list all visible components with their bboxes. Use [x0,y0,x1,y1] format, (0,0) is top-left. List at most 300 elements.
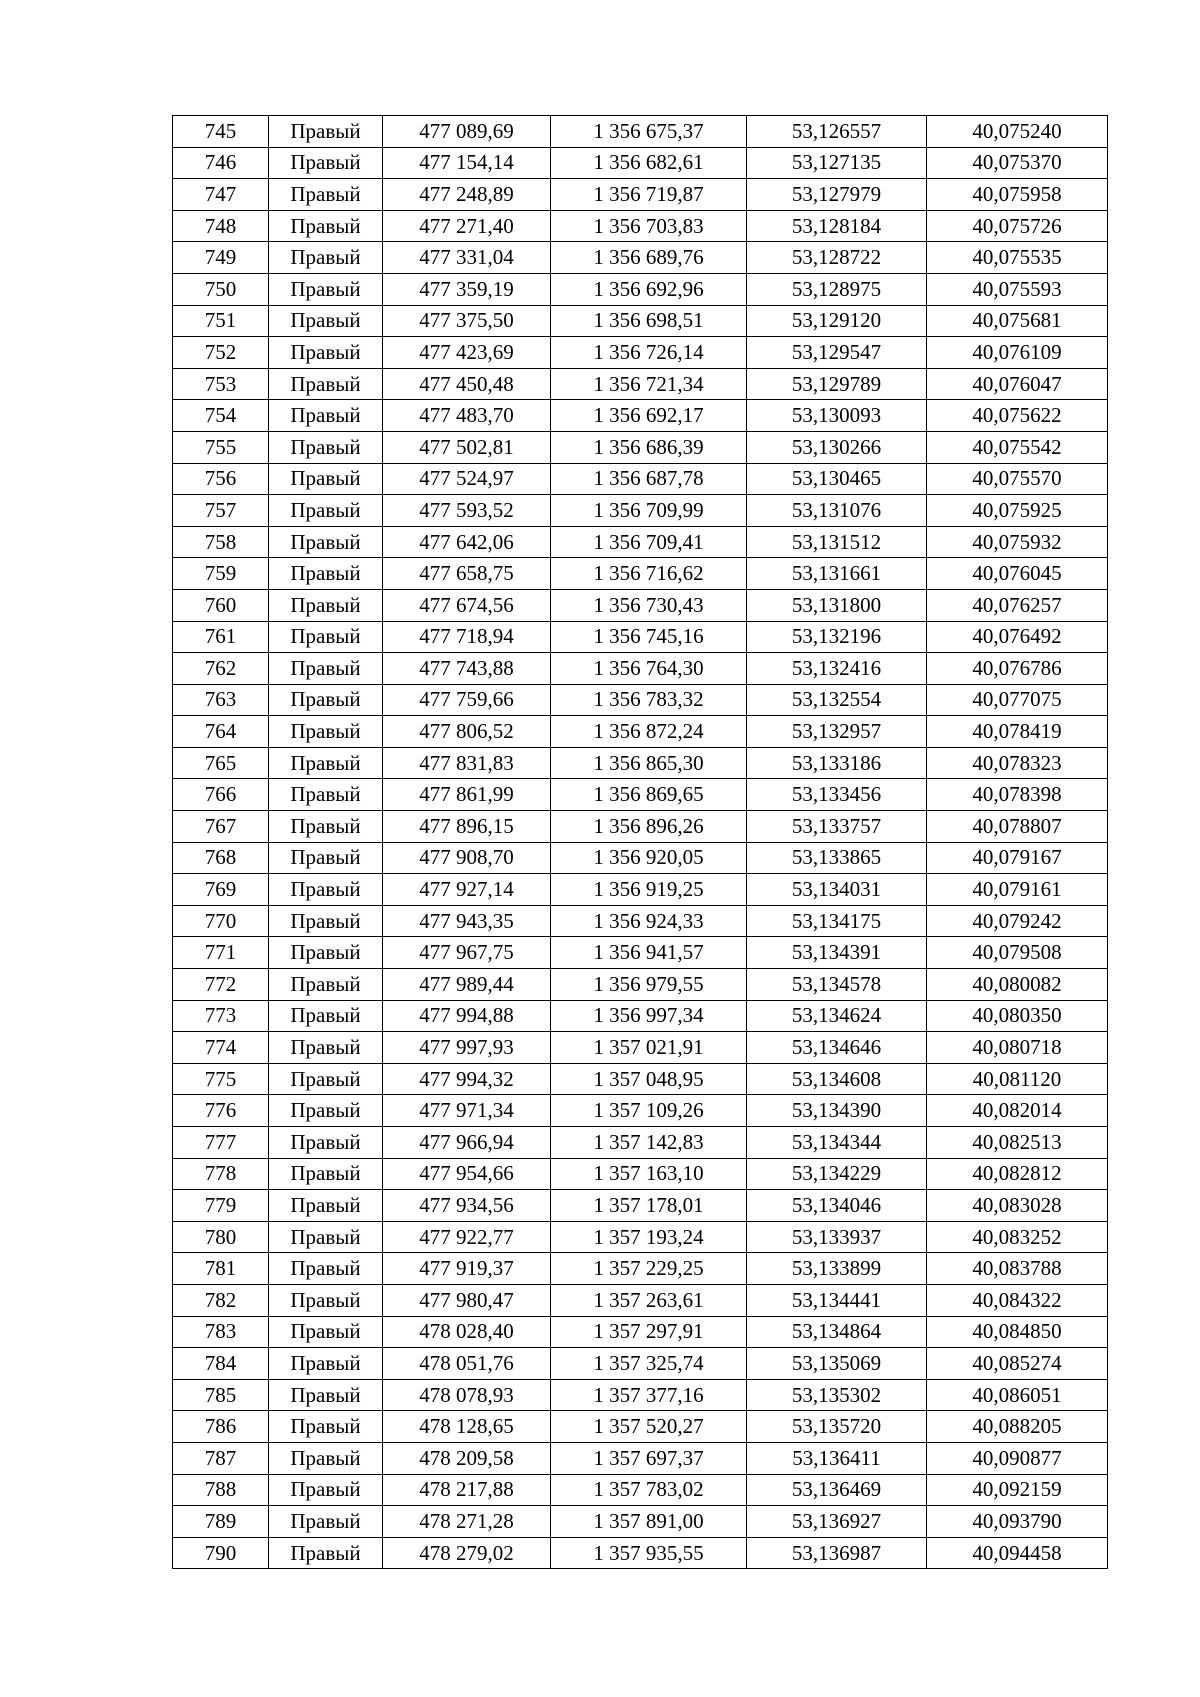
cell-y-coordinate: 1 356 872,24 [551,716,747,748]
cell-side: Правый [269,1063,383,1095]
cell-longitude: 40,093790 [927,1506,1108,1538]
cell-x-coordinate: 478 209,58 [383,1442,551,1474]
cell-x-coordinate: 477 502,81 [383,431,551,463]
cell-longitude: 40,078323 [927,747,1108,779]
table-row [173,337,1108,369]
cell-latitude: 53,132957 [747,716,927,748]
cell-longitude: 40,076786 [927,653,1108,685]
cell-y-coordinate: 1 356 716,62 [551,558,747,590]
cell-latitude: 53,126557 [747,116,927,148]
cell-point-number: 762 [173,653,269,685]
table-row [173,1411,1108,1443]
cell-x-coordinate: 477 954,66 [383,1158,551,1190]
cell-side: Правый [269,179,383,211]
cell-longitude: 40,088205 [927,1411,1108,1443]
cell-y-coordinate: 1 356 865,30 [551,747,747,779]
cell-latitude: 53,132416 [747,653,927,685]
cell-longitude: 40,078807 [927,811,1108,843]
cell-longitude: 40,075535 [927,242,1108,274]
table-row [173,1442,1108,1474]
cell-side: Правый [269,273,383,305]
cell-longitude: 40,082513 [927,1127,1108,1159]
table-row [173,1316,1108,1348]
cell-latitude: 53,127135 [747,147,927,179]
cell-side: Правый [269,779,383,811]
cell-side: Правый [269,1411,383,1443]
cell-point-number: 780 [173,1221,269,1253]
cell-x-coordinate: 477 154,14 [383,147,551,179]
cell-longitude: 40,075570 [927,463,1108,495]
cell-longitude: 40,092159 [927,1474,1108,1506]
cell-latitude: 53,129789 [747,368,927,400]
table-row [173,179,1108,211]
cell-side: Правый [269,1158,383,1190]
table-row [173,1158,1108,1190]
cell-latitude: 53,130266 [747,431,927,463]
cell-latitude: 53,131512 [747,526,927,558]
cell-longitude: 40,076047 [927,368,1108,400]
table-row [173,653,1108,685]
cell-longitude: 40,075370 [927,147,1108,179]
cell-latitude: 53,135069 [747,1348,927,1380]
table-row [173,147,1108,179]
table-row [173,1506,1108,1538]
cell-latitude: 53,129547 [747,337,927,369]
cell-latitude: 53,132196 [747,621,927,653]
cell-longitude: 40,084322 [927,1284,1108,1316]
cell-x-coordinate: 478 128,65 [383,1411,551,1443]
cell-x-coordinate: 477 966,94 [383,1127,551,1159]
cell-longitude: 40,079161 [927,874,1108,906]
cell-point-number: 779 [173,1190,269,1222]
cell-y-coordinate: 1 356 979,55 [551,969,747,1001]
cell-latitude: 53,134441 [747,1284,927,1316]
cell-longitude: 40,083252 [927,1221,1108,1253]
table-row [173,558,1108,590]
cell-latitude: 53,132554 [747,684,927,716]
cell-x-coordinate: 477 896,15 [383,811,551,843]
cell-x-coordinate: 477 994,32 [383,1063,551,1095]
cell-side: Правый [269,1474,383,1506]
cell-side: Правый [269,874,383,906]
table-row [173,305,1108,337]
cell-point-number: 751 [173,305,269,337]
cell-y-coordinate: 1 356 689,76 [551,242,747,274]
cell-x-coordinate: 477 971,34 [383,1095,551,1127]
cell-latitude: 53,129120 [747,305,927,337]
cell-longitude: 40,077075 [927,684,1108,716]
cell-point-number: 763 [173,684,269,716]
table-row [173,1284,1108,1316]
table-row [173,937,1108,969]
cell-side: Правый [269,305,383,337]
cell-y-coordinate: 1 357 697,37 [551,1442,747,1474]
cell-y-coordinate: 1 356 719,87 [551,179,747,211]
cell-latitude: 53,136469 [747,1474,927,1506]
cell-y-coordinate: 1 357 783,02 [551,1474,747,1506]
cell-point-number: 786 [173,1411,269,1443]
cell-side: Правый [269,242,383,274]
cell-point-number: 768 [173,842,269,874]
cell-point-number: 759 [173,558,269,590]
cell-y-coordinate: 1 356 745,16 [551,621,747,653]
cell-side: Правый [269,1127,383,1159]
cell-longitude: 40,080718 [927,1032,1108,1064]
cell-x-coordinate: 478 271,28 [383,1506,551,1538]
table-row [173,1537,1108,1569]
cell-longitude: 40,083788 [927,1253,1108,1285]
cell-longitude: 40,075681 [927,305,1108,337]
cell-point-number: 745 [173,116,269,148]
cell-y-coordinate: 1 357 263,61 [551,1284,747,1316]
cell-point-number: 770 [173,905,269,937]
cell-point-number: 783 [173,1316,269,1348]
cell-latitude: 53,128722 [747,242,927,274]
cell-longitude: 40,083028 [927,1190,1108,1222]
cell-longitude: 40,082014 [927,1095,1108,1127]
cell-point-number: 767 [173,811,269,843]
cell-latitude: 53,134646 [747,1032,927,1064]
table-row [173,811,1108,843]
cell-longitude: 40,086051 [927,1379,1108,1411]
cell-y-coordinate: 1 357 520,27 [551,1411,747,1443]
cell-longitude: 40,079242 [927,905,1108,937]
cell-x-coordinate: 477 743,88 [383,653,551,685]
cell-x-coordinate: 478 279,02 [383,1537,551,1569]
cell-latitude: 53,134390 [747,1095,927,1127]
cell-x-coordinate: 477 271,40 [383,210,551,242]
coordinates-table [172,115,1108,1569]
cell-longitude: 40,076257 [927,589,1108,621]
cell-point-number: 777 [173,1127,269,1159]
cell-x-coordinate: 477 967,75 [383,937,551,969]
cell-latitude: 53,134578 [747,969,927,1001]
cell-latitude: 53,127979 [747,179,927,211]
cell-x-coordinate: 477 980,47 [383,1284,551,1316]
cell-x-coordinate: 477 483,70 [383,400,551,432]
cell-x-coordinate: 477 989,44 [383,969,551,1001]
cell-y-coordinate: 1 356 692,96 [551,273,747,305]
cell-x-coordinate: 477 922,77 [383,1221,551,1253]
cell-y-coordinate: 1 356 698,51 [551,305,747,337]
cell-y-coordinate: 1 357 377,16 [551,1379,747,1411]
cell-longitude: 40,075958 [927,179,1108,211]
cell-y-coordinate: 1 357 021,91 [551,1032,747,1064]
table-row [173,273,1108,305]
cell-y-coordinate: 1 357 229,25 [551,1253,747,1285]
cell-longitude: 40,090877 [927,1442,1108,1474]
cell-x-coordinate: 477 674,56 [383,589,551,621]
cell-point-number: 755 [173,431,269,463]
cell-side: Правый [269,1095,383,1127]
cell-side: Правый [269,716,383,748]
cell-y-coordinate: 1 356 709,41 [551,526,747,558]
cell-latitude: 53,134608 [747,1063,927,1095]
cell-latitude: 53,131076 [747,495,927,527]
cell-y-coordinate: 1 356 783,32 [551,684,747,716]
cell-side: Правый [269,1442,383,1474]
cell-y-coordinate: 1 357 163,10 [551,1158,747,1190]
cell-y-coordinate: 1 356 869,65 [551,779,747,811]
cell-latitude: 53,134391 [747,937,927,969]
cell-latitude: 53,135720 [747,1411,927,1443]
cell-side: Правый [269,431,383,463]
cell-longitude: 40,076045 [927,558,1108,590]
cell-side: Правый [269,747,383,779]
cell-point-number: 752 [173,337,269,369]
cell-side: Правый [269,1537,383,1569]
cell-side: Правый [269,621,383,653]
cell-longitude: 40,076492 [927,621,1108,653]
cell-point-number: 776 [173,1095,269,1127]
cell-y-coordinate: 1 356 920,05 [551,842,747,874]
table-row [173,431,1108,463]
cell-latitude: 53,134864 [747,1316,927,1348]
cell-side: Правый [269,210,383,242]
cell-x-coordinate: 477 593,52 [383,495,551,527]
cell-latitude: 53,133757 [747,811,927,843]
cell-y-coordinate: 1 356 764,30 [551,653,747,685]
table-row [173,1127,1108,1159]
cell-y-coordinate: 1 356 709,99 [551,495,747,527]
cell-x-coordinate: 477 997,93 [383,1032,551,1064]
cell-point-number: 746 [173,147,269,179]
cell-side: Правый [269,526,383,558]
cell-side: Правый [269,1379,383,1411]
cell-longitude: 40,082812 [927,1158,1108,1190]
table-row [173,1032,1108,1064]
cell-y-coordinate: 1 357 193,24 [551,1221,747,1253]
cell-x-coordinate: 477 718,94 [383,621,551,653]
table-row [173,779,1108,811]
cell-point-number: 769 [173,874,269,906]
cell-longitude: 40,075593 [927,273,1108,305]
cell-side: Правый [269,463,383,495]
cell-point-number: 766 [173,779,269,811]
cell-y-coordinate: 1 357 891,00 [551,1506,747,1538]
cell-side: Правый [269,368,383,400]
cell-x-coordinate: 477 831,83 [383,747,551,779]
cell-point-number: 787 [173,1442,269,1474]
cell-side: Правый [269,905,383,937]
table-row [173,1095,1108,1127]
cell-point-number: 778 [173,1158,269,1190]
table-row [173,842,1108,874]
cell-y-coordinate: 1 357 142,83 [551,1127,747,1159]
cell-y-coordinate: 1 356 686,39 [551,431,747,463]
cell-point-number: 750 [173,273,269,305]
table-row [173,116,1108,148]
coordinates-table-body [173,116,1108,1569]
cell-point-number: 784 [173,1348,269,1380]
cell-point-number: 790 [173,1537,269,1569]
table-row [173,969,1108,1001]
cell-x-coordinate: 477 359,19 [383,273,551,305]
cell-y-coordinate: 1 356 896,26 [551,811,747,843]
cell-side: Правый [269,1190,383,1222]
cell-side: Правый [269,842,383,874]
cell-point-number: 775 [173,1063,269,1095]
cell-latitude: 53,128184 [747,210,927,242]
cell-y-coordinate: 1 357 325,74 [551,1348,747,1380]
cell-longitude: 40,075932 [927,526,1108,558]
cell-longitude: 40,075542 [927,431,1108,463]
cell-point-number: 761 [173,621,269,653]
cell-x-coordinate: 477 908,70 [383,842,551,874]
table-row [173,463,1108,495]
cell-x-coordinate: 477 423,69 [383,337,551,369]
cell-x-coordinate: 477 089,69 [383,116,551,148]
cell-side: Правый [269,969,383,1001]
cell-longitude: 40,084850 [927,1316,1108,1348]
cell-side: Правый [269,147,383,179]
cell-longitude: 40,080350 [927,1000,1108,1032]
cell-x-coordinate: 477 375,50 [383,305,551,337]
table-row [173,400,1108,432]
cell-side: Правый [269,1284,383,1316]
cell-x-coordinate: 477 759,66 [383,684,551,716]
table-row [173,1190,1108,1222]
cell-longitude: 40,078398 [927,779,1108,811]
cell-latitude: 53,133456 [747,779,927,811]
cell-point-number: 781 [173,1253,269,1285]
cell-y-coordinate: 1 357 048,95 [551,1063,747,1095]
cell-y-coordinate: 1 356 692,17 [551,400,747,432]
cell-longitude: 40,076109 [927,337,1108,369]
cell-point-number: 756 [173,463,269,495]
cell-x-coordinate: 477 331,04 [383,242,551,274]
table-row [173,905,1108,937]
table-row [173,1221,1108,1253]
table-row [173,242,1108,274]
cell-y-coordinate: 1 356 721,34 [551,368,747,400]
table-row [173,589,1108,621]
cell-side: Правый [269,589,383,621]
cell-y-coordinate: 1 357 297,91 [551,1316,747,1348]
cell-latitude: 53,133865 [747,842,927,874]
cell-latitude: 53,136927 [747,1506,927,1538]
table-row [173,1379,1108,1411]
cell-point-number: 789 [173,1506,269,1538]
cell-side: Правый [269,653,383,685]
cell-point-number: 757 [173,495,269,527]
table-row [173,621,1108,653]
table-row [173,1000,1108,1032]
cell-side: Правый [269,400,383,432]
cell-latitude: 53,134624 [747,1000,927,1032]
cell-point-number: 764 [173,716,269,748]
cell-y-coordinate: 1 357 935,55 [551,1537,747,1569]
cell-latitude: 53,134344 [747,1127,927,1159]
cell-point-number: 758 [173,526,269,558]
cell-x-coordinate: 478 217,88 [383,1474,551,1506]
cell-y-coordinate: 1 357 178,01 [551,1190,747,1222]
cell-longitude: 40,080082 [927,969,1108,1001]
cell-x-coordinate: 477 658,75 [383,558,551,590]
cell-longitude: 40,075925 [927,495,1108,527]
cell-latitude: 53,134046 [747,1190,927,1222]
cell-y-coordinate: 1 356 687,78 [551,463,747,495]
table-row [173,1253,1108,1285]
cell-side: Правый [269,116,383,148]
cell-x-coordinate: 477 919,37 [383,1253,551,1285]
cell-latitude: 53,136987 [747,1537,927,1569]
cell-y-coordinate: 1 356 675,37 [551,116,747,148]
cell-y-coordinate: 1 356 726,14 [551,337,747,369]
cell-latitude: 53,133937 [747,1221,927,1253]
cell-latitude: 53,131800 [747,589,927,621]
cell-latitude: 53,134175 [747,905,927,937]
cell-longitude: 40,094458 [927,1537,1108,1569]
cell-latitude: 53,130093 [747,400,927,432]
cell-latitude: 53,134031 [747,874,927,906]
cell-point-number: 753 [173,368,269,400]
cell-x-coordinate: 478 078,93 [383,1379,551,1411]
cell-x-coordinate: 477 642,06 [383,526,551,558]
table-row [173,747,1108,779]
cell-side: Правый [269,558,383,590]
cell-x-coordinate: 477 927,14 [383,874,551,906]
cell-latitude: 53,134229 [747,1158,927,1190]
cell-point-number: 788 [173,1474,269,1506]
cell-x-coordinate: 477 934,56 [383,1190,551,1222]
table-row [173,368,1108,400]
cell-point-number: 754 [173,400,269,432]
table-row [173,526,1108,558]
cell-x-coordinate: 477 524,97 [383,463,551,495]
cell-side: Правый [269,811,383,843]
cell-x-coordinate: 477 806,52 [383,716,551,748]
cell-latitude: 53,128975 [747,273,927,305]
table-row [173,684,1108,716]
table-row [173,495,1108,527]
cell-latitude: 53,136411 [747,1442,927,1474]
cell-point-number: 772 [173,969,269,1001]
cell-point-number: 748 [173,210,269,242]
cell-x-coordinate: 477 450,48 [383,368,551,400]
cell-side: Правый [269,1253,383,1285]
cell-longitude: 40,079508 [927,937,1108,969]
cell-side: Правый [269,1000,383,1032]
cell-latitude: 53,130465 [747,463,927,495]
cell-latitude: 53,131661 [747,558,927,590]
cell-point-number: 760 [173,589,269,621]
cell-x-coordinate: 477 994,88 [383,1000,551,1032]
cell-y-coordinate: 1 356 941,57 [551,937,747,969]
cell-longitude: 40,078419 [927,716,1108,748]
cell-y-coordinate: 1 356 730,43 [551,589,747,621]
table-row [173,1348,1108,1380]
cell-longitude: 40,075622 [927,400,1108,432]
cell-side: Правый [269,1316,383,1348]
cell-latitude: 53,133899 [747,1253,927,1285]
cell-point-number: 765 [173,747,269,779]
cell-side: Правый [269,1032,383,1064]
cell-side: Правый [269,495,383,527]
cell-longitude: 40,085274 [927,1348,1108,1380]
cell-side: Правый [269,337,383,369]
cell-longitude: 40,075726 [927,210,1108,242]
table-row [173,1474,1108,1506]
cell-point-number: 749 [173,242,269,274]
cell-x-coordinate: 477 248,89 [383,179,551,211]
table-row [173,210,1108,242]
cell-longitude: 40,081120 [927,1063,1108,1095]
cell-point-number: 773 [173,1000,269,1032]
cell-side: Правый [269,1221,383,1253]
cell-x-coordinate: 477 861,99 [383,779,551,811]
cell-x-coordinate: 477 943,35 [383,905,551,937]
